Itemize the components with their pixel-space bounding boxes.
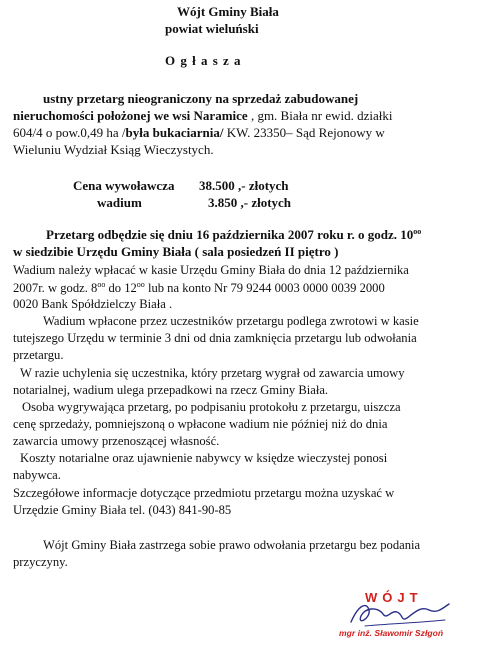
signer-name: mgr inż. Sławomir Szłgoń	[339, 628, 444, 638]
refund-paragraph-line-2: tutejszego Urzędu w terminie 3 dni od dnia zamknięcia przetargu lub odwołania	[13, 331, 417, 345]
info-contact-phone: Urzędzie Gminy Biała tel. (043) 841-90-85	[13, 503, 232, 517]
deposit-hours-b: do 12	[105, 281, 137, 295]
info-paragraph-line-1: Szczegółowe informacje dotyczące przedmiotu przetargu można uzyskać w	[13, 486, 395, 500]
refund-paragraph-line-1: Wadium wpłacone przez uczestników przetargu podlega zwrotowi w kasie	[43, 314, 419, 328]
intro-line-4: Wieluniu Wydział Ksiąg Wieczystych.	[13, 142, 214, 157]
intro-line-2	[13, 108, 392, 124]
deposit-paragraph-line-1: Wadium należy wpłacać w kasie Urzędu Gminy Biała do dnia 12 października	[13, 263, 409, 277]
payment-paragraph-line-2: cenę sprzedaży, pomniejszoną o wpłacone wadium nie później niż do dnia	[13, 417, 388, 431]
announcement-heading: O g ł a s z a	[165, 53, 242, 68]
costs-paragraph-line-1: Koszty notarialne oraz ujawnienie nabywcy w księdze wieczystej ponosi	[20, 451, 388, 465]
forfeit-paragraph-line-2: notarialnej, wadium ulega przepadkowi na rzecz Gminy Biała.	[13, 383, 329, 397]
issuer-title: Wójt Gminy Biała	[177, 4, 279, 19]
land-register: KW. 23350– Sąd Rejonowy w	[223, 125, 385, 140]
price-label: Cena wywoławcza	[73, 178, 175, 193]
cancellation-paragraph-line-2: przyczyny.	[13, 555, 68, 569]
tender-date-text: Przetarg odbędzie się dniu 16 października 2007 roku r. o godz. 10	[46, 227, 414, 242]
mayor-stamp-title: WÓJT	[365, 590, 423, 605]
parcel-area: 604/4 o pow.0,49 ha /	[13, 125, 126, 140]
payment-paragraph-line-3: zawarcia umowy przenoszącej własność.	[13, 434, 220, 448]
intro-line-1: ustny przetarg nieograniczony na sprzedaż zabudowanej	[43, 91, 359, 106]
deposit-label: wadium	[97, 195, 142, 210]
costs-paragraph-line-2: nabywca.	[13, 468, 61, 482]
deposit-hours-a: 2007r. w godz. 8	[13, 281, 98, 295]
intro-line-3	[13, 125, 385, 141]
bank-account: lub na konto Nr 79 9244 0003 0000 0039 2000	[144, 281, 385, 295]
cancellation-paragraph-line-1: Wójt Gminy Biała zastrzega sobie prawo odwołania przetargu bez podania	[43, 538, 421, 552]
price-value: 38.500 ,- złotych	[199, 178, 289, 193]
property-location: nieruchomości położonej we wsi Naramice	[13, 108, 248, 123]
deposit-paragraph-line-3: 0020 Bank Spółdzielczy Biała .	[13, 297, 173, 311]
deposit-value: 3.850 ,- złotych	[208, 195, 292, 210]
tender-hour-sup: oo	[413, 227, 422, 236]
tender-place: w siedzibie Urzędu Gminy Biała ( sala posiedzeń II piętro )	[13, 244, 339, 259]
handwritten-signature-icon	[345, 596, 455, 630]
deposit-paragraph-line-2	[13, 280, 385, 296]
forfeit-paragraph-line-1: W razie uchylenia się uczestnika, który przetarg wygrał od zawarcia umowy	[20, 366, 405, 380]
property-description: była bukaciarnia/	[125, 125, 224, 140]
intro-line-2-rest: , gm. Biała nr ewid. działki	[247, 108, 393, 123]
deposit-hours-sup-2: oo	[136, 280, 145, 289]
payment-paragraph-line-1: Osoba wygrywająca przetarg, po podpisaniu protokołu z przetargu, uiszcza	[22, 400, 401, 414]
refund-paragraph-line-3: przetargu.	[13, 348, 64, 362]
county-title: powiat wieluński	[165, 21, 259, 36]
deposit-hours-sup-1: oo	[97, 280, 106, 289]
tender-date	[46, 227, 421, 243]
